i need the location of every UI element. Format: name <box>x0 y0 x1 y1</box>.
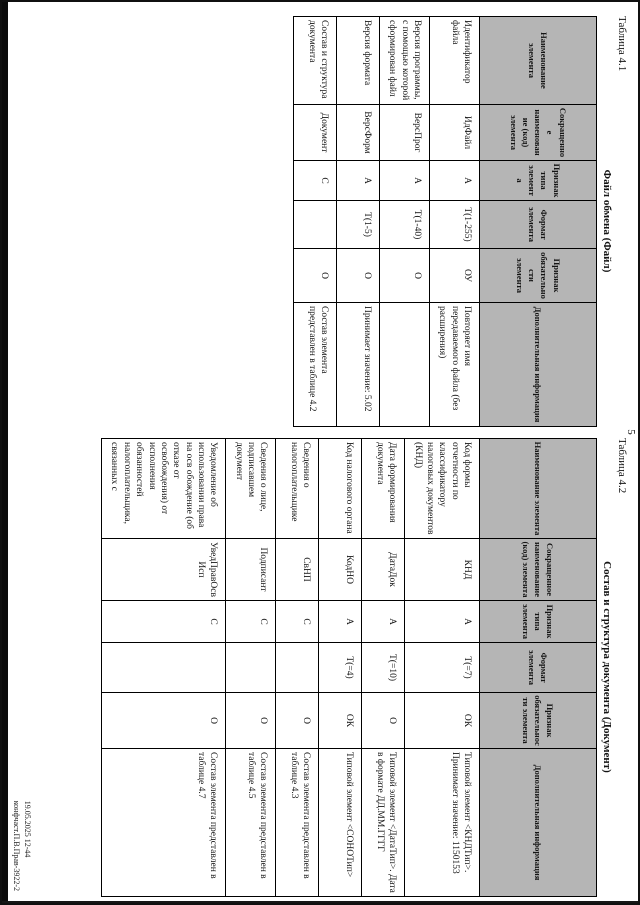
header-cell: Формат элемента <box>480 643 597 693</box>
cell: Т(=7) <box>405 643 480 693</box>
cell: Подписант <box>226 539 276 601</box>
table-row <box>226 439 276 897</box>
print-stamp-date: 19.05.2025 12-44 <box>23 800 33 858</box>
table-row <box>276 439 319 897</box>
header-cell: Признак обязательности элемента <box>480 693 597 749</box>
table-row <box>379 17 429 427</box>
print-stamp <box>10 801 33 891</box>
scan-edge-artifact-left <box>2 2 8 903</box>
cell: Сведения о лице, подписавшем документ <box>226 439 276 539</box>
cell: Повторяет имя передаваемого файла (без расширения) <box>429 303 479 427</box>
cell: ИдФайл <box>429 105 479 161</box>
cell: О <box>226 693 276 749</box>
cell: Уведомление об использовании права на осв обождение (об отказе от освобождения) от исполнения обязанностей налогоплательщика, связанных с <box>102 439 226 539</box>
cell: А <box>429 161 479 201</box>
table-row <box>102 439 226 897</box>
cell: Состав элемента представлен в таблице 4.2 <box>293 303 336 427</box>
table-row <box>405 439 480 897</box>
cell: ДатаДок <box>362 539 405 601</box>
cell: А <box>319 601 362 643</box>
cell: ОУ <box>429 249 479 303</box>
cell: Принимает значение: 5.02 <box>336 303 379 427</box>
cell: Код формы отчетности по классификатору налоговых документов (КНД) <box>405 439 480 539</box>
header-row <box>480 439 597 897</box>
cell: О <box>276 693 319 749</box>
table-title: Файл обмена (Файл) <box>601 169 613 273</box>
header-cell: Наименование элемента <box>480 439 597 539</box>
cell: О <box>362 693 405 749</box>
cell: ВерсФорм <box>336 105 379 161</box>
cell: Т(1-5) <box>336 201 379 249</box>
cell: ВерсПрог <box>379 105 429 161</box>
cell: Версия формата <box>336 17 379 105</box>
scan-edge-artifact-bottom <box>2 901 638 903</box>
cell: ОК <box>405 693 480 749</box>
document-structure-table-block <box>101 438 628 896</box>
table-row <box>362 439 405 897</box>
cell <box>276 643 319 693</box>
cell: А <box>405 601 480 643</box>
header-row <box>480 17 597 427</box>
cell: Код налогового органа <box>319 439 362 539</box>
cell <box>226 643 276 693</box>
table-caption: Таблица 4.1 <box>616 16 628 72</box>
cell: Версия программы, с помощью которой сформирован файл <box>379 17 429 105</box>
cell: О <box>293 249 336 303</box>
cell: Т(1-255) <box>429 201 479 249</box>
format-table-4-1 <box>293 16 597 427</box>
cell: ОК <box>319 693 362 749</box>
cell: СвНП <box>276 539 319 601</box>
cell: Состав элемента представлен в таблице 4.5 <box>226 749 276 897</box>
file-exchange-table-block <box>293 16 628 426</box>
cell: КНД <box>405 539 480 601</box>
cell: Т(=4) <box>319 643 362 693</box>
header-cell: Сокращенное наименование (код) элемента <box>480 105 597 161</box>
header-cell: Наименование элемента <box>480 17 597 105</box>
header-cell: Признак обязательности элемента <box>480 249 597 303</box>
cell: О <box>336 249 379 303</box>
rotated-landscape-content <box>2 2 640 905</box>
cell: Состав элемента представлен в таблице 4.7 <box>102 749 226 897</box>
table-row <box>319 439 362 897</box>
header-cell: Формат элемента <box>480 201 597 249</box>
table-title: Состав и структура документа (Документ) <box>601 561 613 773</box>
cell: Документ <box>293 105 336 161</box>
cell: С <box>293 161 336 201</box>
cell <box>379 303 429 427</box>
header-cell: Признак типа элемента <box>480 601 597 643</box>
header-cell: Признак типа элемента <box>480 161 597 201</box>
cell: О <box>379 249 429 303</box>
cell: Идентификатор файла <box>429 17 479 105</box>
cell: Состав и структура документа <box>293 17 336 105</box>
table-caption: Таблица 4.2 <box>616 438 628 494</box>
table-row <box>429 17 479 427</box>
cell: С <box>102 601 226 643</box>
cell: КодНО <box>319 539 362 601</box>
table-row <box>293 17 336 427</box>
cell <box>102 643 226 693</box>
format-table-4-2 <box>101 438 597 897</box>
cell: Типовой элемент <ДатаТип>. Дата в формате ДД.ММ.ГГГГ <box>362 749 405 897</box>
header-cell: Сокращенное наименование (код) элемента <box>480 539 597 601</box>
cell: Сведения о налогоплательщике <box>276 439 319 539</box>
cell: Т(=10) <box>362 643 405 693</box>
cell: Дата формирования документа <box>362 439 405 539</box>
cell: С <box>226 601 276 643</box>
print-stamp-file: конфчаст.П.В.Прав-3922-2 <box>11 800 21 891</box>
cell: Т(1-40) <box>379 201 429 249</box>
cell: УведПравОсвИсп <box>102 539 226 601</box>
cell: Типовой элемент <КНДТип>. Принимает значение: 1150153 <box>405 749 480 897</box>
cell: С <box>276 601 319 643</box>
page-number: 5 <box>625 429 637 435</box>
header-cell: Дополнительная информация <box>480 749 597 897</box>
cell: О <box>102 693 226 749</box>
cell: А <box>362 601 405 643</box>
cell <box>293 201 336 249</box>
cell: А <box>336 161 379 201</box>
table-row <box>336 17 379 427</box>
cell: Состав элемента представлен в таблице 4.3 <box>276 749 319 897</box>
cell: А <box>379 161 429 201</box>
cell: Типовой элемент <СОНОТип> <box>319 749 362 897</box>
header-cell: Дополнительная информация <box>480 303 597 427</box>
